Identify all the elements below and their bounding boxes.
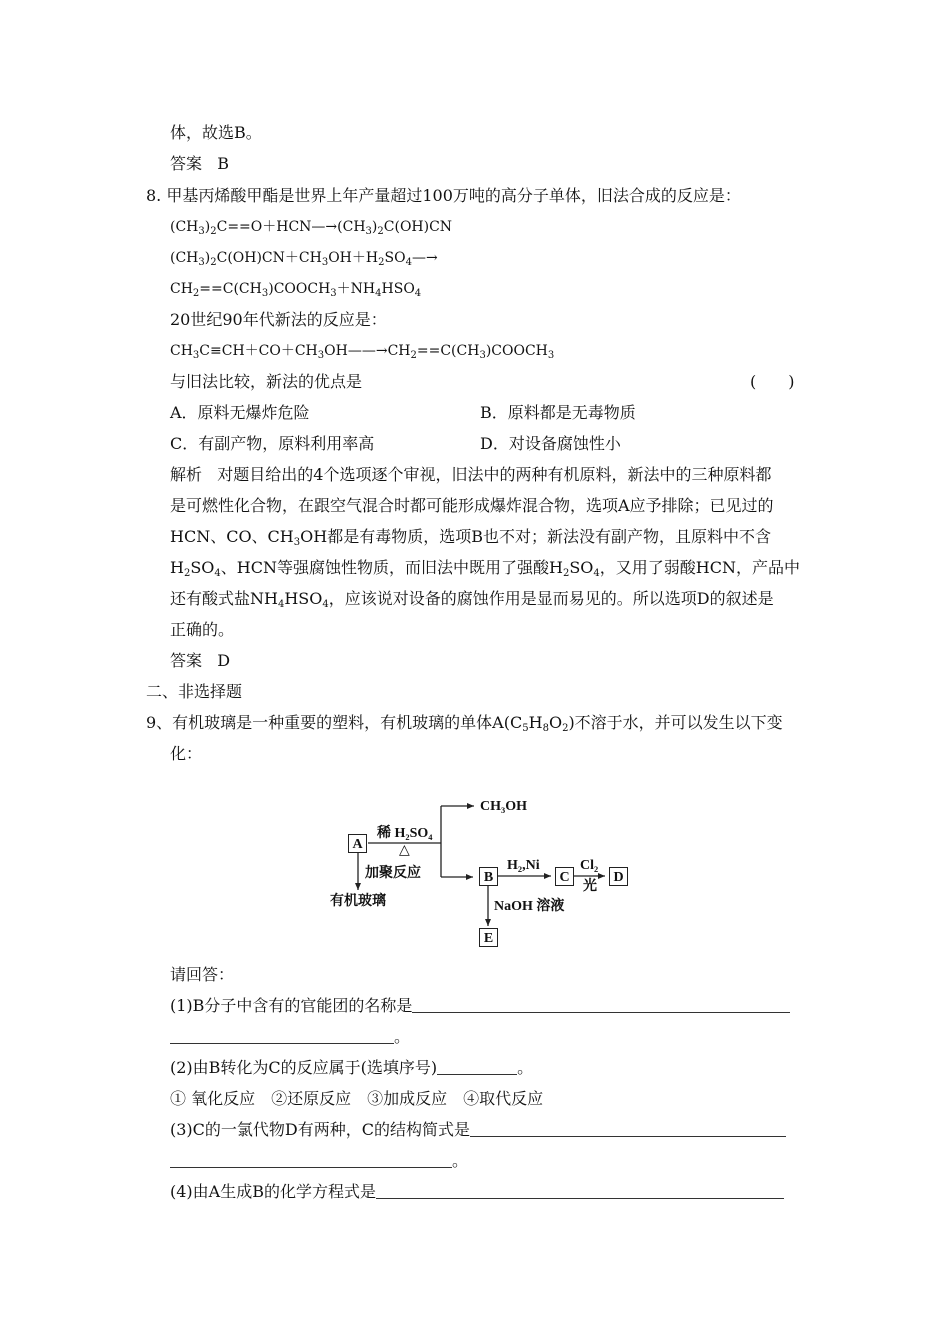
box-c: C: [555, 867, 574, 886]
label-methanol: CH₃OH: [480, 799, 527, 814]
old-reaction-2: $(CH_3)_2C(OH)CN+CH_3OH+H_2SO_4—\to$: [170, 250, 438, 268]
label-heat: △: [399, 843, 410, 858]
q9-stem-a: 9、有机玻璃是一种重要的塑料，有机玻璃的单体A(C: [146, 713, 523, 732]
q8-stem-text: 甲基丙烯酸甲酯是世界上年产量超过100万吨的高分子单体，旧法合成的反应是：: [166, 186, 741, 205]
answer-blank-1b[interactable]: [170, 1029, 394, 1044]
answer-label: 答案: [170, 154, 203, 173]
analysis-line-6: 正确的。: [170, 620, 235, 639]
period: 。: [452, 1151, 469, 1170]
old-reaction-1: $(CH_3)_2C==O+HCN—\to(CH_3)_2C(OH)CN$: [170, 219, 453, 237]
period: 。: [517, 1058, 534, 1077]
analysis-4b: SO: [190, 558, 215, 577]
please-answer: 请回答：: [170, 965, 235, 984]
section-heading: 二、非选择题: [146, 682, 243, 701]
option-c: C．有副产物，原料利用率高: [170, 434, 375, 453]
subq-3: [170, 1120, 786, 1140]
analysis-line-4: $H_2SO_4$、HCN等强腐蚀性物质，而旧法中既用了强酸$H_2SO_4$，又用了弱酸HCN，产品中: [170, 558, 800, 579]
answer-blank-4[interactable]: [376, 1184, 784, 1199]
subq-4-text: (4)由A生成B的化学方程式是: [170, 1182, 376, 1201]
subq-1: [170, 996, 790, 1016]
subq-2-text: (2)由B转化为C的反应属于(选填序号): [170, 1058, 438, 1077]
option-a: A．原料无爆炸危险: [170, 403, 310, 422]
old-reaction-3: $CH_2==C(CH_3)COOCH_3+NH_4HSO_4$: [170, 281, 422, 299]
label-polymerization: 加聚反应: [365, 866, 421, 881]
answer-value: D: [217, 651, 231, 670]
analysis-line-5: 还有酸式盐$NH_4HSO_4$，应该说对设备的腐蚀作用是显而易见的。所以选项D的叙述是: [170, 589, 774, 610]
label-cl2: Cl₂: [580, 858, 599, 873]
box-a: A: [348, 834, 367, 853]
analysis-3b: OH都是有毒物质，选项B也不对；新法没有副产物，且原料中不含: [300, 527, 771, 546]
answer-blank-3[interactable]: [470, 1122, 786, 1137]
box-b: B: [479, 867, 498, 886]
new-method-intro: 20世纪90年代新法的反应是：: [170, 310, 387, 329]
analysis-4a: H: [170, 558, 184, 577]
subq-3-text: (3)C的一氯代物D有两种，C的结构简式是: [170, 1120, 470, 1139]
label-organic-glass: 有机玻璃: [330, 894, 386, 909]
answer-value: B: [217, 154, 230, 173]
q9-stem-d: )不溶于水，并可以发生以下变: [568, 713, 783, 732]
answer-blank-2[interactable]: [437, 1060, 517, 1075]
subq-3-cont: [170, 1151, 468, 1171]
option-d: D．对设备腐蚀性小: [480, 434, 621, 453]
analysis-4e: ，又用了弱酸HCN，产品中: [599, 558, 800, 577]
subq-4: [170, 1182, 784, 1202]
answer-label: 答案: [170, 651, 203, 670]
answer-blank-1[interactable]: [412, 998, 790, 1013]
analysis-5a: 还有酸式盐NH: [170, 589, 278, 608]
subq-1-text: (1)B分子中含有的官能团的名称是: [170, 996, 413, 1015]
analysis-3a: HCN、CO、CH: [170, 527, 294, 546]
q9-stem-line-2: 化：: [170, 744, 203, 763]
subq-2-options: ① 氧化反应 ②还原反应 ③加成反应 ④取代反应: [170, 1089, 544, 1108]
subq-2: [170, 1058, 533, 1078]
analysis-4d: SO: [569, 558, 594, 577]
q9-stem: 9、有机玻璃是一种重要的塑料，有机玻璃的单体$A(C_5H_8O_2)$不溶于水，并可以发生以下变: [146, 713, 783, 734]
subq-1-cont: [170, 1027, 410, 1047]
q9-stem-b: H: [528, 713, 543, 732]
option-b: B．原料都是无毒物质: [480, 403, 636, 422]
box-d: D: [609, 867, 628, 886]
q9-stem-c: O: [548, 713, 563, 732]
new-reaction: $CH_3C\equiv CH+CO+CH_3OH——\to CH_2==C(CH_3)COOCH_3$: [170, 343, 555, 361]
answer-paren: ( ): [750, 372, 795, 391]
answer-blank-3b[interactable]: [170, 1153, 452, 1168]
label-dilute-acid: 稀 H₂SO₄: [377, 826, 433, 841]
analysis-line-2: 是可燃性化合物，在跟空气混合时都可能形成爆炸混合物，选项A应予排除；已见过的: [170, 496, 774, 515]
prev-tail: 体，故选B。: [170, 123, 262, 142]
q8-number: 8.: [146, 186, 162, 205]
analysis-line-3: HCN、CO、$CH_3OH$都是有毒物质，选项B也不对；新法没有副产物，且原料中不含: [170, 527, 771, 548]
label-h2-ni: H₂,Ni: [507, 858, 540, 873]
analysis-5c: ，应该说对设备的腐蚀作用是显而易见的。所以选项D的叙述是: [328, 589, 774, 608]
analysis-4c: 、HCN等强腐蚀性物质，而旧法中既用了强酸H: [220, 558, 563, 577]
analysis-text-1: 对题目给出的4个选项逐个审视，旧法中的两种有机原料，新法中的三种原料都: [217, 465, 772, 484]
label-light: 光: [583, 879, 597, 894]
label-naoh: NaOH 溶液: [494, 899, 565, 914]
box-e: E: [479, 928, 498, 947]
period: 。: [394, 1027, 411, 1046]
analysis-5b: HSO: [284, 589, 323, 608]
analysis-label: 解析: [170, 465, 203, 484]
q8-compare: 与旧法比较，新法的优点是: [170, 372, 363, 391]
